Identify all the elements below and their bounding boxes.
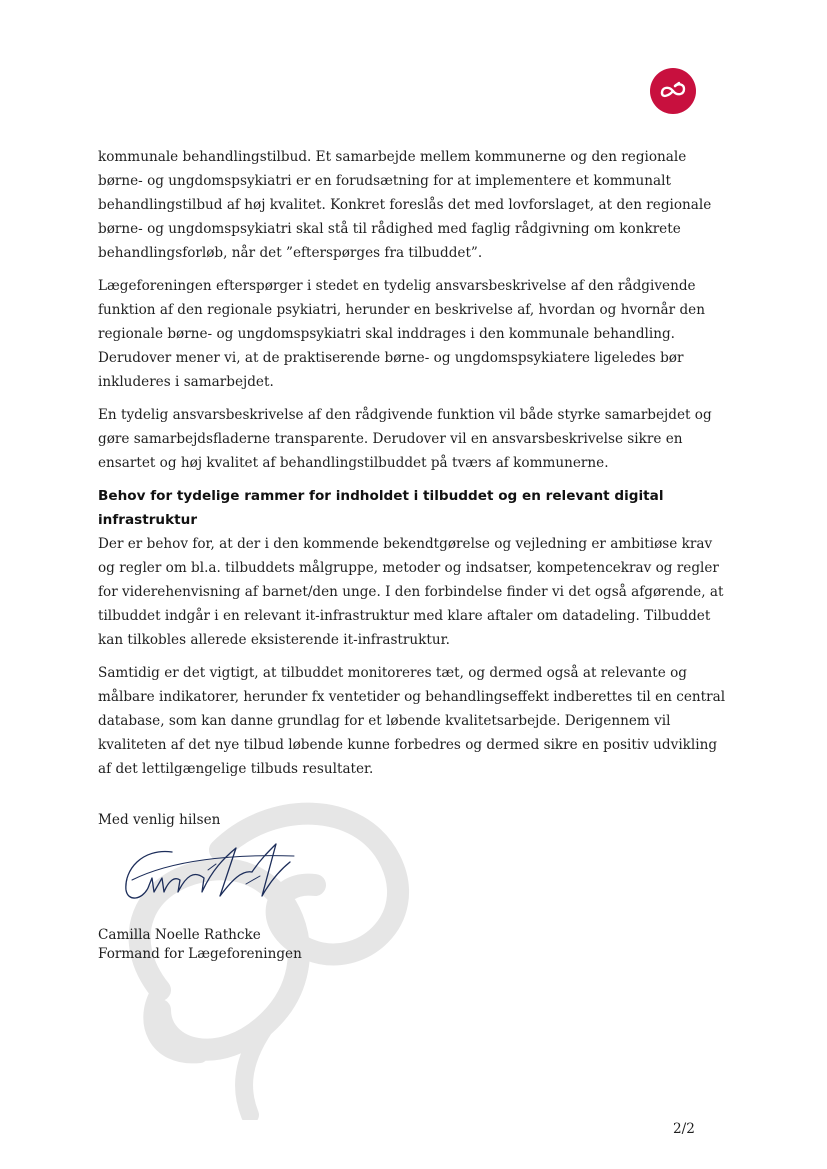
- closing-greeting: Med venlig hilsen: [98, 812, 221, 828]
- paragraph-5: Samtidig er det vigtigt, at tilbuddet monitoreres tæt, og dermed også at relevante og målbare indikatorer, herunder fx ventetider og behandlingseffekt indberettes til en central database, som kan danne grundlag for et løbende kvalitetsarbejde. Derigennem vil kvaliteten af det nye tilbud løbende kunne forbedres og dermed sikre en positiv udvikling af det lettilgængelige tilbuds resultater.: [98, 665, 726, 777]
- handwritten-signature: [112, 840, 302, 910]
- infinity-snake-logo-icon: [650, 68, 696, 114]
- signer-name: Camilla Noelle Rathcke: [98, 927, 261, 943]
- letter-body: [98, 145, 733, 790]
- paragraph-4: Der er behov for, at der i den kommende bekendtgørelse og vejledning er ambitiøse krav og regler om bl.a. tilbuddets målgruppe, metoder og indsatser, kompetencekrav og regler for viderehenvisning af barnet/den unge. I den forbindelse finder vi det også afgørende, at tilbuddet indgår i en relevant it-infrastruktur med klare aftaler om datadeling. Tilbuddet kan tilkobles allerede eksisterende it-infrastruktur.: [98, 536, 724, 648]
- paragraph-1: kommunale behandlingstilbud. Et samarbejde mellem kommunerne og den regionale børne- og ungdomspsykiatri er en forudsætning for at implementere et kommunalt behandlingstilbud af høj kvalitet. Konkret foreslås det med lovforslaget, at den regionale børne- og ungdomspsykiatri skal stå til rådighed med faglig rådgivning om konkrete behandlingsforløb, når det ”efterspørges fra tilbuddet”.: [98, 149, 712, 261]
- paragraph-3: En tydelig ansvarsbeskrivelse af den rådgivende funktion vil både styrke samarbejdet og gøre samarbejdsfladerne transparente. Derudover vil en ansvarsbeskrivelse sikre en ensartet og høj kvalitet af behandlingstilbuddet på tværs af kommunerne.: [98, 407, 712, 471]
- page-number: 2/2: [673, 1121, 695, 1137]
- signer-title: Formand for Lægeforeningen: [98, 946, 302, 962]
- section-heading: Behov for tydelige rammer for indholdet i tilbuddet og en relevant digital infrastruktur: [98, 488, 664, 528]
- paragraph-2: Lægeforeningen efterspørger i stedet en tydelig ansvarsbeskrivelse af den rådgivende funktion af den regionale psykiatri, herunder en beskrivelse af, hvordan og hvornår den regionale børne- og ungdomspsykiatri skal inddrages i den kommunale behandling. Derudover mener vi, at de praktiserende børne- og ungdomspsykiatere ligeledes bør inkluderes i samarbejdet.: [98, 278, 705, 390]
- signer-block: [98, 926, 302, 964]
